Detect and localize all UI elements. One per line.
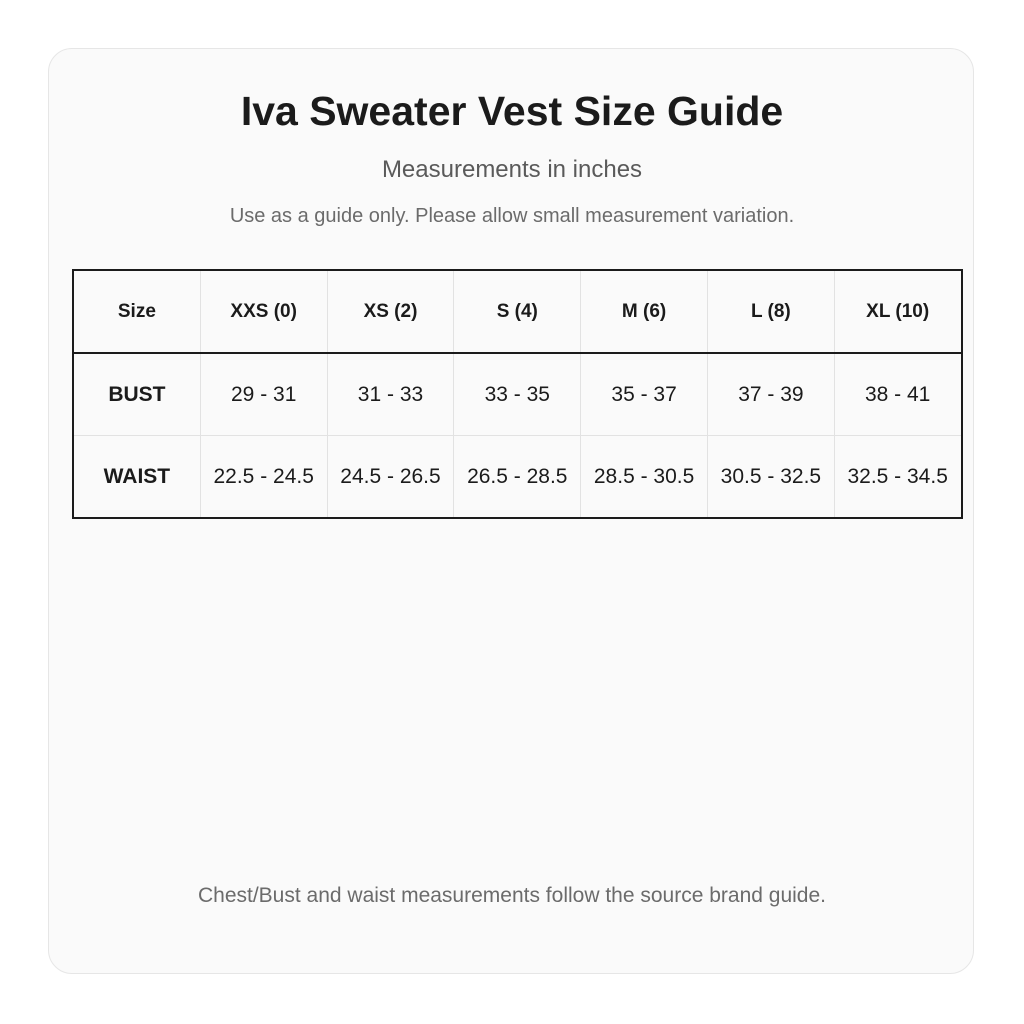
row-label-bust: BUST [73, 353, 200, 436]
row-label-waist: WAIST [73, 436, 200, 519]
table-cell: 38 - 41 [864, 382, 931, 406]
column-header-xxs: XXS (0) [200, 270, 327, 353]
table-cell: 37 - 39 [707, 353, 834, 436]
size-table [72, 269, 963, 519]
column-header-m: M (6) [581, 270, 708, 353]
table-header-row [73, 270, 962, 353]
guide-note: Use as a guide only. Please allow small measurement variation. [229, 205, 795, 227]
table-cell: 29 - 31 [200, 353, 327, 436]
table-row-bust [73, 353, 962, 436]
column-header-xs: XS (2) [327, 270, 454, 353]
table-row-waist [73, 436, 962, 519]
table-cell: 35 - 37 [581, 353, 708, 436]
column-header-size: Size [73, 270, 200, 353]
units-subtitle: Measurements in inches [381, 156, 643, 183]
table-cell: 31 - 33 [327, 353, 454, 436]
table-cell: 24.5 - 26.5 [327, 436, 454, 519]
table-cell: 28.5 - 30.5 [581, 436, 708, 519]
page-title: Iva Sweater Vest Size Guide [240, 88, 784, 134]
table-cell: 30.5 - 32.5 [707, 436, 834, 519]
column-header-s: S (4) [454, 270, 581, 353]
table-cell: 32.5 - 34.5 [834, 436, 961, 519]
table-cell: 22.5 - 24.5 [200, 436, 327, 519]
table-cell: 26.5 - 28.5 [454, 436, 581, 519]
column-header-xl: XL (10) [834, 270, 961, 353]
table-cell: 33 - 35 [454, 353, 581, 436]
footer-note: Chest/Bust and waist measurements follow the source brand guide. [197, 884, 826, 907]
column-header-l: L (8) [707, 270, 834, 353]
